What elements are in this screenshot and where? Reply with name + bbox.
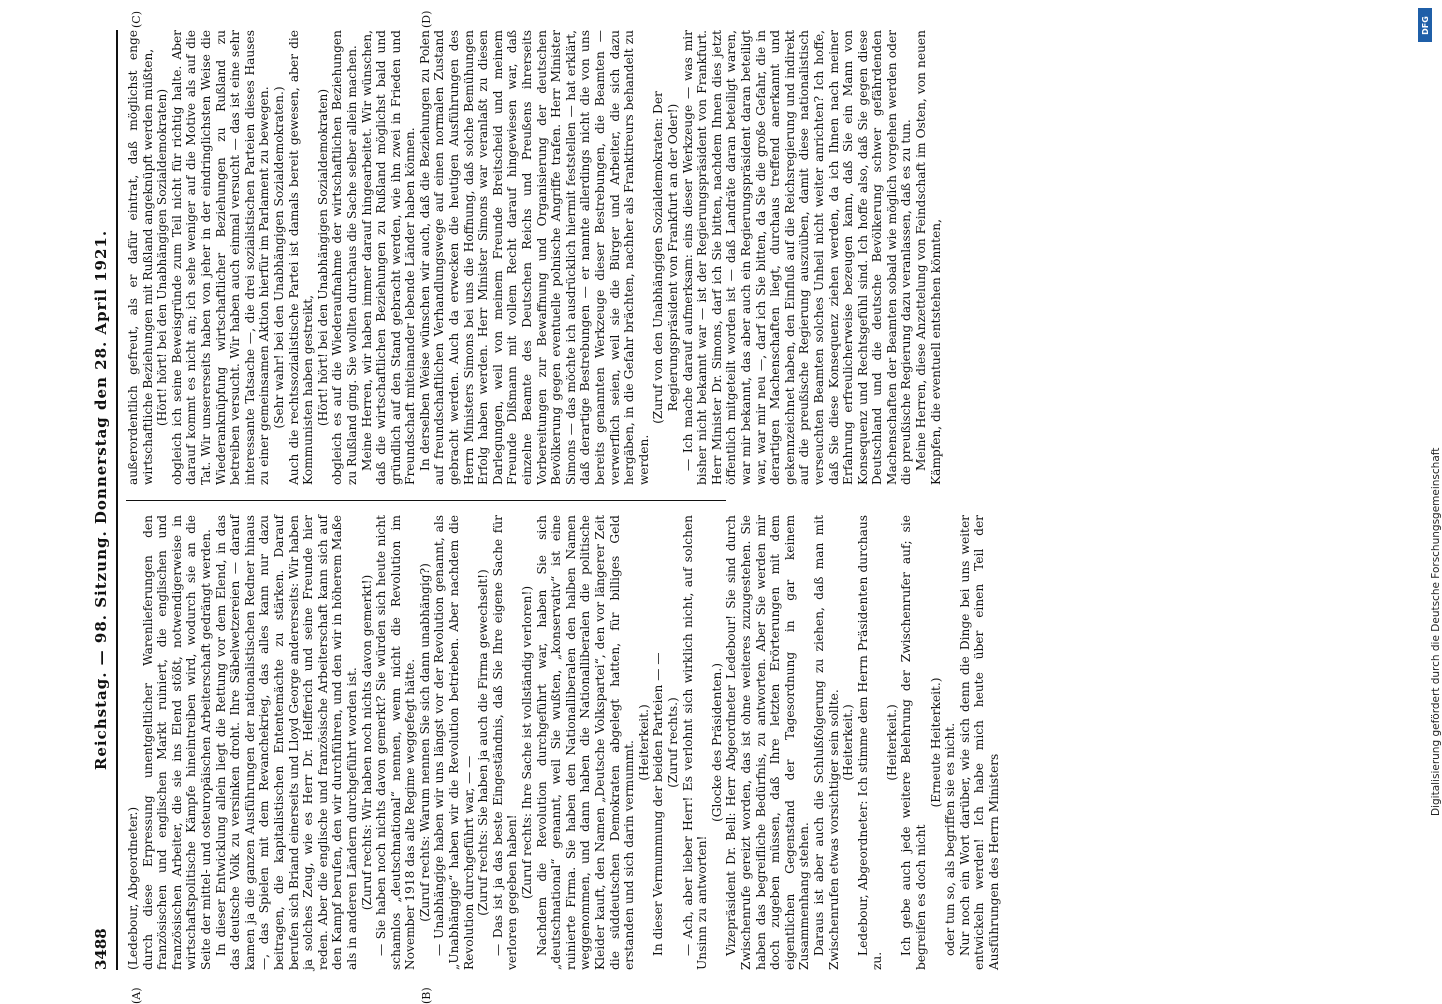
paragraph: — Sie haben noch nichts davon gemerkt? Sie würden sich heute nicht schamlos „deutschnational“ nennen, wenn nicht die Revolution im November 1918 das alte Regime weggefegt hätte. <box>374 515 418 970</box>
left-column <box>126 515 1002 970</box>
paragraph: — Unabhängige haben wir uns längst vor der Revolution genannt, als „Unabhängige“ haben wir die Revolution betrieben. Aber nachdem die Revolution durchgeführt war, — — <box>432 515 476 970</box>
right-column <box>126 30 943 485</box>
interjection: (Erneute Heiterkeit.) <box>928 677 943 808</box>
header-rule <box>116 30 118 970</box>
digitization-note <box>1414 6 1442 996</box>
page-number: 3488 <box>92 928 110 970</box>
paragraph: In dieser Entwicklung allein liegt die Rettung vor dem Elend, in das das deutsche Volk zu versinken droht. Ihre Säbelwetzereien — darauf kamen ja die ganzen Ausführungen der nationalistischen Redner hinaus —, das Spielen mit dem Revanchekrieg, das alles kann nur dazu beitragen, die kapitalistischen Ententemächte zu stärken. Darauf berufen sich Briand einerseits und Lloyd George andererseits: Wir haben ja solches Zeug, wie es Herr Dr. Helfferich und seine Freunde hier reden. Aber die englische und französische Arbeiterschaft kann sich auf den Kampf berufen, den wir durchführen, und den wir in höherem Maße als in anderen Ländern durchgeführt worden ist. <box>213 515 359 970</box>
paragraph: Ich gebe auch jede weitere Belehrung der Zwischenrufer auf; sie begreifen es doch nicht <box>899 515 929 970</box>
interjection: (Heiterkeit.) <box>841 704 856 781</box>
paragraph: außerordentlich gefreut, als er dafür eintrat, daß möglichst enge wirtschaftliche Beziehungen mit Rußland angeknüpft werden müßten, <box>126 30 155 485</box>
margin-marker-c: (C) <box>130 11 143 28</box>
margin-marker-d: (D) <box>420 10 433 28</box>
interjection: (Zuruf rechts: Warum nennen Sie sich dann unabhängig?) <box>417 563 432 922</box>
running-head <box>90 30 116 970</box>
paragraph: In dieser Vermummung der beiden Parteien — — <box>651 652 666 956</box>
interjection: (Glocke des Präsidenten.) <box>709 662 724 823</box>
interjection: (Sehr wahr! bei den Unabhängigen Sozialdemokraten.) <box>271 86 286 429</box>
paragraph: obgleich es auf die Wiederaufnahme der wirtschaftlichen Beziehungen zu Rußland ging. Sie wollten durchaus die Sache selber allein machen. <box>330 30 359 485</box>
paragraph: obgleich ich seine Beweisgründe zum Teil nicht für richtig halte. Aber darauf kommt es nicht an; ich sehe weniger auf die Motive als auf die Tat. Wir unsererseits haben von jeher in der eindringlichsten Weise die Wiederanknüpfung wirtschaftlicher Beziehungen zu Rußland zu betreiben versucht. Wir haben auch einmal versucht — das ist eine sehr interessante Tatsache —, die drei sozialistischen Parteien dieses Hauses zu einer gemeinsamen Aktion hierfür im Parlament zu bewegen. <box>169 30 272 485</box>
paragraph: — Ich mache darauf aufmerksam: eins dieser Werkzeuge — was mir bisher nicht bekannt war — ist der Regierungspräsident von Frankfurt. Herr Minister Dr. Simons, darf ich Sie bitten, nachdem Ihnen dies jetzt öffentlich mitgeteilt worden ist — daß Landräte daran beteiligt waren, war mir bekannt, das aber auch ein Regierungspräsident daran beteiligt war, war mir neu —, darf ich Sie bitten, da Sie die große Gefahr, die in derartigen Machenschaften liegt, durchaus treffend anerkannt und gekennzeichnet haben, den Einfluß auf die Reichsregierung und indirekt auf die preußische Regierung auszuüben, damit diese nationalistisch verseuchten Beamten solches Unheil nicht weiter anrichten? Ich hoffe, daß Sie diese Konsequenz ziehen werden, da ich Ihnen nach meiner Erfahrung erfreulicherweise bezeugen kann, daß Sie ein Mann von Konsequenz und Rechtsgefühl sind. Ich hoffe also, daß Sie gegen diese Deutschland und die deutsche Bevölkerung schwer gefährdenden Machenschaften der Beamten sobald wie möglich vorgehen werden oder die preußische Regierung dazu veranlassen, daß es zu tun. <box>680 30 914 485</box>
paragraph: Ledebour, Abgeordneter: Ich stimme dem Herrn Präsidenten durchaus zu. <box>855 515 885 970</box>
paragraph: Auch die rechtssozialistische Partei ist damals bereit gewesen, aber die Kommunisten haben gestreikt, <box>286 30 316 485</box>
paragraph: Vizepräsident Dr. Bell: Herr Abgeordneter Ledebour! Sie sind durch Zwischenrufe gereizt worden, das ist ohne weiteres zuzugestehen. Sie haben das begreifliche Bedürfnis, zu antworten. Aber Sie werden mir doch zugeben müssen, daß Ihre letzten Erörterungen mit dem eigentlichen Gegenstand der Tagesordnung in gar keinem Zusammenhang stehen. <box>724 515 812 970</box>
paragraph: — Das ist ja das beste Eingeständnis, daß Sie Ihre eigene Sache für verloren gegeben haben! <box>490 515 520 970</box>
running-title: Reichstag. — 98. Sitzung. Donnerstag den 28. April 1921. <box>92 229 110 771</box>
paragraph: In derselben Weise wünschen wir auch, daß die Beziehungen zu Polen auf freundschaftlichen Verhandlungswege auf einen normalen Zustand gebracht werden. Auch da erwecken die heutigen Ausführungen des Herrn Ministers Simons bei uns die Hoffnung, daß solche Bemühungen Erfolg haben werden. Herr Minister Simons war veranlaßt zu diesen Darlegungen, weil von meinem Freunde Breitscheid und meinem Freunde Dißmann mit vollem Recht darauf hingewiesen war, daß einzelne Beamte des Deutschen Reichs und Preußens ihrerseits Vorbereitungen zur Bewaffnung und Organisierung der deutschen Bevölkerung gegen eventuelle polnische Angriffe trafen. Herr Minister Simons — das möchte ich ausdrücklich hiermit feststellen — hat erklärt, daß derartige Bestrebungen — er nannte allerdings nicht die von uns bereits genannten Werkzeuge dieser Bestrebungen, die Beamten — verwerflich seien, weil sie die Bürger und Arbeiter, die sich dazu hergäben, in die Gefahr brächten, nachher als Franktireurs behandelt zu werden. <box>417 30 651 485</box>
paragraph: — Ach, aber lieber Herr! Es verlohnt sich wirklich nicht, auf solchen Unsinn zu antworten! <box>680 515 710 970</box>
interjection: (Zuruf rechts: Wir haben noch nichts davon gemerkt!) <box>359 574 374 911</box>
interjection: (Hört! hört! bei den Unabhängigen Sozialdemokraten) <box>155 88 170 427</box>
interjection: (Zuruf rechts: Sie haben ja auch die Firma gewechselt!) <box>476 569 491 916</box>
paragraph: (Ledebour, Abgeordneter.) <box>126 806 140 970</box>
margin-marker-a: (A) <box>130 987 143 1004</box>
rotated-page <box>90 10 1410 1004</box>
paragraph: Nachdem die Revolution durchgeführt war, haben Sie sich „deutschnational“ genannt, weil Sie wußten, „konservativ“ ist eine ruinierte Firma. Sie haben den Nationalliberalen den halben Namen weggenommen, und dann haben die Nationalliberalen die politische Kleider kauft, den Namen „Deutsche Volkspartei“, den vor längerer Zeit die süddeutschen Demokraten abgelegt hatten, für billiges Geld erstanden und sich darin vermummt. <box>534 515 637 970</box>
interjection: (Hört! hört! bei den Unabhängigen Sozialdemokraten) <box>315 88 330 427</box>
column-divider <box>126 500 726 501</box>
scanned-page-area <box>40 0 1420 1004</box>
digitization-note-text: Digitalisierung gefördert durch die Deutsche Forschungsgemeinschaft <box>1430 447 1442 816</box>
paragraph: Daraus ist aber auch die Schlußfolgerung zu ziehen, daß man mit Zwischenrufen etwas vorsichtiger sein sollte. <box>811 515 841 970</box>
interjection: (Zuruf rechts.) <box>665 697 680 788</box>
paragraph: Meine Herren, diese Anzettelung von Feindschaft im Osten, von neuen Kämpfen, die eventuell entstehen könnten, <box>914 30 943 485</box>
interjection: (Heiterkeit.) <box>636 704 651 781</box>
interjection: (Zuruf rechts: Ihre Sache ist vollständig verloren!) <box>520 585 535 900</box>
paragraph: Nur noch ein Wort darüber, wie sich denn die Dinge bei uns weiter entwickeln werden! Ich habe mich heute über einen Teil der Ausführungen des Herrn Ministers <box>957 515 1002 970</box>
margin-marker-b: (B) <box>420 987 433 1004</box>
dfg-logo: DFG <box>1418 8 1432 42</box>
paragraph: oder tun so, als begriffen sie es nicht. <box>943 722 958 956</box>
interjection: (Heiterkeit.) <box>884 704 899 781</box>
paragraph: durch diese Erpressung unentgeltlicher Warenlieferungen den französischen und englischen Markt ruiniert, die englischen und französischen Arbeiter, die sie ins Elend stößt, notwendigerweise in wirtschaftspolitische Kämpfe hineintreiben wird, wodurch sie an die Seite der mittel- und osteuropäischen Arbeiterschaft gedrängt werden. <box>140 515 213 970</box>
interjection: (Zuruf von den Unabhängigen Sozialdemokraten: Der Regierungspräsident von Frankfurt an der Oder!) <box>651 91 680 424</box>
paragraph: Meine Herren, wir haben immer darauf hingearbeitet. Wir wünschen, daß die wirtschaftlichen Beziehungen zu Rußland möglichst bald und gründlich auf den Stand gebracht werden, wie ihn zwei in Frieden und Freundschaft miteinander lebende Länder haben können. <box>359 30 418 485</box>
